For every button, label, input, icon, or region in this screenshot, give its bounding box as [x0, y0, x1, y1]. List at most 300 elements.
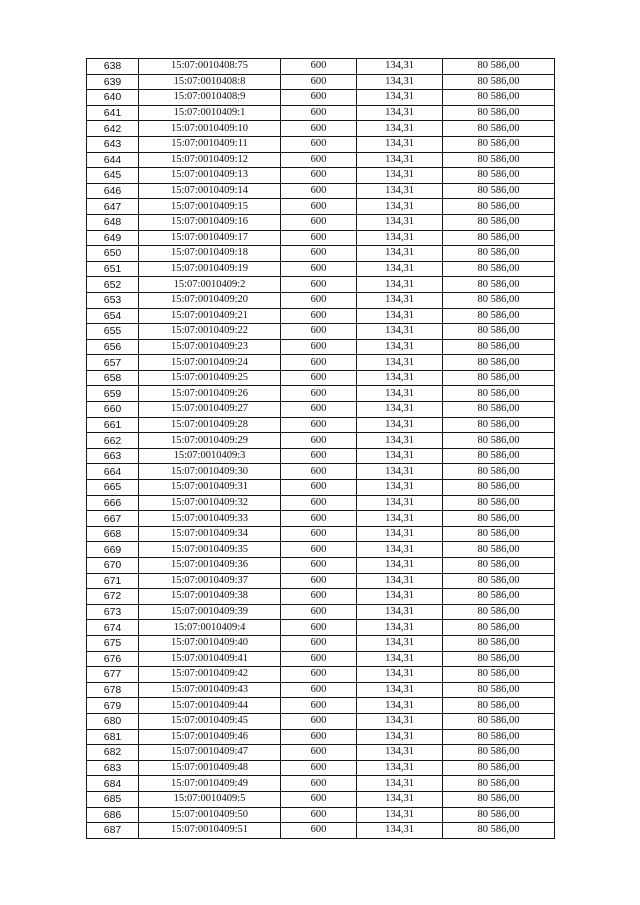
cadastral-number-cell: 15:07:0010409:1: [139, 105, 281, 121]
value-cell: 80 586,00: [443, 230, 555, 246]
rate-cell: 134,31: [357, 386, 443, 402]
cadastral-number-cell: 15:07:0010409:4: [139, 620, 281, 636]
row-number-cell: 658: [87, 370, 139, 386]
cadastral-number-cell: 15:07:0010409:2: [139, 277, 281, 293]
rate-cell: 134,31: [357, 277, 443, 293]
area-cell: 600: [281, 464, 357, 480]
cadastral-number-cell: 15:07:0010409:13: [139, 168, 281, 184]
cadastral-number-cell: 15:07:0010409:47: [139, 745, 281, 761]
area-cell: 600: [281, 651, 357, 667]
value-cell: 80 586,00: [443, 713, 555, 729]
cadastral-number-cell: 15:07:0010408:9: [139, 90, 281, 106]
cadastral-number-cell: 15:07:0010409:40: [139, 635, 281, 651]
rate-cell: 134,31: [357, 370, 443, 386]
cadastral-number-cell: 15:07:0010409:51: [139, 823, 281, 839]
area-cell: 600: [281, 261, 357, 277]
table-row: [87, 526, 555, 542]
value-cell: 80 586,00: [443, 136, 555, 152]
cadastral-number-cell: 15:07:0010409:14: [139, 183, 281, 199]
cadastral-number-cell: 15:07:0010409:44: [139, 698, 281, 714]
area-cell: 600: [281, 729, 357, 745]
area-cell: 600: [281, 495, 357, 511]
area-cell: 600: [281, 713, 357, 729]
table-row: [87, 682, 555, 698]
area-cell: 600: [281, 308, 357, 324]
value-cell: 80 586,00: [443, 292, 555, 308]
table-row: [87, 495, 555, 511]
row-number-cell: 677: [87, 667, 139, 683]
value-cell: 80 586,00: [443, 355, 555, 371]
cadastral-number-cell: 15:07:0010409:39: [139, 604, 281, 620]
cadastral-number-cell: 15:07:0010409:20: [139, 292, 281, 308]
row-number-cell: 663: [87, 448, 139, 464]
rate-cell: 134,31: [357, 807, 443, 823]
row-number-cell: 652: [87, 277, 139, 293]
table-row: [87, 667, 555, 683]
rate-cell: 134,31: [357, 495, 443, 511]
area-cell: 600: [281, 246, 357, 262]
value-cell: 80 586,00: [443, 464, 555, 480]
table-row: [87, 121, 555, 137]
area-cell: 600: [281, 776, 357, 792]
row-number-cell: 649: [87, 230, 139, 246]
area-cell: 600: [281, 402, 357, 418]
row-number-cell: 667: [87, 511, 139, 527]
rate-cell: 134,31: [357, 651, 443, 667]
row-number-cell: 638: [87, 59, 139, 75]
row-number-cell: 644: [87, 152, 139, 168]
row-number-cell: 657: [87, 355, 139, 371]
value-cell: 80 586,00: [443, 261, 555, 277]
cadastral-number-cell: 15:07:0010409:43: [139, 682, 281, 698]
rate-cell: 134,31: [357, 823, 443, 839]
cadastral-number-cell: 15:07:0010409:19: [139, 261, 281, 277]
row-number-cell: 650: [87, 246, 139, 262]
cadastral-number-cell: 15:07:0010409:12: [139, 152, 281, 168]
table-row: [87, 402, 555, 418]
row-number-cell: 640: [87, 90, 139, 106]
rate-cell: 134,31: [357, 433, 443, 449]
rate-cell: 134,31: [357, 230, 443, 246]
value-cell: 80 586,00: [443, 682, 555, 698]
cadastral-number-cell: 15:07:0010409:16: [139, 214, 281, 230]
row-number-cell: 661: [87, 417, 139, 433]
table-row: [87, 620, 555, 636]
row-number-cell: 653: [87, 292, 139, 308]
table-row: [87, 807, 555, 823]
value-cell: 80 586,00: [443, 105, 555, 121]
area-cell: 600: [281, 698, 357, 714]
area-cell: 600: [281, 292, 357, 308]
value-cell: 80 586,00: [443, 480, 555, 496]
value-cell: 80 586,00: [443, 698, 555, 714]
rate-cell: 134,31: [357, 168, 443, 184]
value-cell: 80 586,00: [443, 745, 555, 761]
value-cell: 80 586,00: [443, 760, 555, 776]
row-number-cell: 685: [87, 791, 139, 807]
table-row: [87, 698, 555, 714]
row-number-cell: 675: [87, 635, 139, 651]
cadastral-number-cell: 15:07:0010409:17: [139, 230, 281, 246]
area-cell: 600: [281, 589, 357, 605]
row-number-cell: 654: [87, 308, 139, 324]
value-cell: 80 586,00: [443, 402, 555, 418]
cadastral-number-cell: 15:07:0010409:11: [139, 136, 281, 152]
table-row: [87, 464, 555, 480]
cadastral-number-cell: 15:07:0010409:24: [139, 355, 281, 371]
value-cell: 80 586,00: [443, 386, 555, 402]
rate-cell: 134,31: [357, 791, 443, 807]
rate-cell: 134,31: [357, 308, 443, 324]
table-row: [87, 823, 555, 839]
cadastral-number-cell: 15:07:0010409:34: [139, 526, 281, 542]
value-cell: 80 586,00: [443, 589, 555, 605]
parcel-table-body: [87, 59, 555, 839]
cadastral-number-cell: 15:07:0010408:75: [139, 59, 281, 75]
cadastral-number-cell: 15:07:0010409:48: [139, 760, 281, 776]
cadastral-number-cell: 15:07:0010409:15: [139, 199, 281, 215]
row-number-cell: 662: [87, 433, 139, 449]
row-number-cell: 687: [87, 823, 139, 839]
rate-cell: 134,31: [357, 604, 443, 620]
cadastral-number-cell: 15:07:0010409:18: [139, 246, 281, 262]
row-number-cell: 682: [87, 745, 139, 761]
table-row: [87, 776, 555, 792]
rate-cell: 134,31: [357, 121, 443, 137]
table-row: [87, 277, 555, 293]
value-cell: 80 586,00: [443, 246, 555, 262]
row-number-cell: 680: [87, 713, 139, 729]
row-number-cell: 678: [87, 682, 139, 698]
value-cell: 80 586,00: [443, 573, 555, 589]
table-row: [87, 59, 555, 75]
area-cell: 600: [281, 199, 357, 215]
value-cell: 80 586,00: [443, 308, 555, 324]
cadastral-number-cell: 15:07:0010409:25: [139, 370, 281, 386]
row-number-cell: 656: [87, 339, 139, 355]
rate-cell: 134,31: [357, 105, 443, 121]
row-number-cell: 672: [87, 589, 139, 605]
value-cell: 80 586,00: [443, 729, 555, 745]
row-number-cell: 666: [87, 495, 139, 511]
rate-cell: 134,31: [357, 246, 443, 262]
area-cell: 600: [281, 230, 357, 246]
cadastral-number-cell: 15:07:0010409:29: [139, 433, 281, 449]
value-cell: 80 586,00: [443, 433, 555, 449]
value-cell: 80 586,00: [443, 526, 555, 542]
table-row: [87, 355, 555, 371]
rate-cell: 134,31: [357, 776, 443, 792]
rate-cell: 134,31: [357, 292, 443, 308]
area-cell: 600: [281, 339, 357, 355]
cadastral-number-cell: 15:07:0010409:21: [139, 308, 281, 324]
value-cell: 80 586,00: [443, 370, 555, 386]
table-row: [87, 713, 555, 729]
row-number-cell: 668: [87, 526, 139, 542]
value-cell: 80 586,00: [443, 324, 555, 340]
value-cell: 80 586,00: [443, 620, 555, 636]
cadastral-number-cell: 15:07:0010409:32: [139, 495, 281, 511]
rate-cell: 134,31: [357, 589, 443, 605]
cadastral-number-cell: 15:07:0010409:27: [139, 402, 281, 418]
row-number-cell: 648: [87, 214, 139, 230]
area-cell: 600: [281, 74, 357, 90]
row-number-cell: 659: [87, 386, 139, 402]
table-row: [87, 651, 555, 667]
rate-cell: 134,31: [357, 464, 443, 480]
rate-cell: 134,31: [357, 698, 443, 714]
row-number-cell: 647: [87, 199, 139, 215]
rate-cell: 134,31: [357, 183, 443, 199]
area-cell: 600: [281, 542, 357, 558]
row-number-cell: 641: [87, 105, 139, 121]
area-cell: 600: [281, 823, 357, 839]
row-number-cell: 643: [87, 136, 139, 152]
row-number-cell: 639: [87, 74, 139, 90]
table-row: [87, 558, 555, 574]
table-row: [87, 635, 555, 651]
cadastral-number-cell: 15:07:0010409:3: [139, 448, 281, 464]
area-cell: 600: [281, 791, 357, 807]
table-row: [87, 199, 555, 215]
cadastral-number-cell: 15:07:0010409:31: [139, 480, 281, 496]
row-number-cell: 671: [87, 573, 139, 589]
table-row: [87, 183, 555, 199]
rate-cell: 134,31: [357, 324, 443, 340]
row-number-cell: 674: [87, 620, 139, 636]
rate-cell: 134,31: [357, 745, 443, 761]
cadastral-number-cell: 15:07:0010409:46: [139, 729, 281, 745]
rate-cell: 134,31: [357, 448, 443, 464]
row-number-cell: 669: [87, 542, 139, 558]
area-cell: 600: [281, 370, 357, 386]
area-cell: 600: [281, 277, 357, 293]
value-cell: 80 586,00: [443, 542, 555, 558]
rate-cell: 134,31: [357, 261, 443, 277]
table-row: [87, 90, 555, 106]
rate-cell: 134,31: [357, 511, 443, 527]
rate-cell: 134,31: [357, 214, 443, 230]
row-number-cell: 686: [87, 807, 139, 823]
value-cell: 80 586,00: [443, 776, 555, 792]
row-number-cell: 664: [87, 464, 139, 480]
area-cell: 600: [281, 183, 357, 199]
row-number-cell: 684: [87, 776, 139, 792]
table-row: [87, 136, 555, 152]
row-number-cell: 651: [87, 261, 139, 277]
area-cell: 600: [281, 152, 357, 168]
value-cell: 80 586,00: [443, 604, 555, 620]
rate-cell: 134,31: [357, 729, 443, 745]
row-number-cell: 681: [87, 729, 139, 745]
rate-cell: 134,31: [357, 74, 443, 90]
rate-cell: 134,31: [357, 152, 443, 168]
area-cell: 600: [281, 604, 357, 620]
value-cell: 80 586,00: [443, 199, 555, 215]
rate-cell: 134,31: [357, 542, 443, 558]
table-row: [87, 261, 555, 277]
row-number-cell: 642: [87, 121, 139, 137]
area-cell: 600: [281, 620, 357, 636]
row-number-cell: 655: [87, 324, 139, 340]
table-row: [87, 246, 555, 262]
table-row: [87, 292, 555, 308]
area-cell: 600: [281, 635, 357, 651]
area-cell: 600: [281, 105, 357, 121]
table-row: [87, 791, 555, 807]
rate-cell: 134,31: [357, 339, 443, 355]
table-row: [87, 339, 555, 355]
table-row: [87, 511, 555, 527]
table-row: [87, 480, 555, 496]
area-cell: 600: [281, 136, 357, 152]
value-cell: 80 586,00: [443, 558, 555, 574]
table-row: [87, 589, 555, 605]
row-number-cell: 683: [87, 760, 139, 776]
row-number-cell: 665: [87, 480, 139, 496]
table-row: [87, 105, 555, 121]
rate-cell: 134,31: [357, 620, 443, 636]
value-cell: 80 586,00: [443, 511, 555, 527]
area-cell: 600: [281, 324, 357, 340]
table-row: [87, 152, 555, 168]
table-row: [87, 745, 555, 761]
rate-cell: 134,31: [357, 417, 443, 433]
table-row: [87, 542, 555, 558]
table-row: [87, 386, 555, 402]
rate-cell: 134,31: [357, 573, 443, 589]
cadastral-number-cell: 15:07:0010409:10: [139, 121, 281, 137]
table-row: [87, 214, 555, 230]
value-cell: 80 586,00: [443, 59, 555, 75]
rate-cell: 134,31: [357, 635, 443, 651]
table-row: [87, 417, 555, 433]
area-cell: 600: [281, 90, 357, 106]
rate-cell: 134,31: [357, 713, 443, 729]
row-number-cell: 646: [87, 183, 139, 199]
value-cell: 80 586,00: [443, 807, 555, 823]
value-cell: 80 586,00: [443, 121, 555, 137]
value-cell: 80 586,00: [443, 214, 555, 230]
row-number-cell: 645: [87, 168, 139, 184]
rate-cell: 134,31: [357, 136, 443, 152]
rate-cell: 134,31: [357, 480, 443, 496]
area-cell: 600: [281, 214, 357, 230]
table-row: [87, 604, 555, 620]
cadastral-number-cell: 15:07:0010409:37: [139, 573, 281, 589]
cadastral-number-cell: 15:07:0010409:28: [139, 417, 281, 433]
value-cell: 80 586,00: [443, 417, 555, 433]
row-number-cell: 673: [87, 604, 139, 620]
table-row: [87, 370, 555, 386]
table-row: [87, 729, 555, 745]
table-row: [87, 433, 555, 449]
area-cell: 600: [281, 760, 357, 776]
table-row: [87, 760, 555, 776]
row-number-cell: 676: [87, 651, 139, 667]
table-row: [87, 573, 555, 589]
cadastral-number-cell: 15:07:0010409:22: [139, 324, 281, 340]
rate-cell: 134,31: [357, 526, 443, 542]
row-number-cell: 679: [87, 698, 139, 714]
area-cell: 600: [281, 558, 357, 574]
value-cell: 80 586,00: [443, 635, 555, 651]
value-cell: 80 586,00: [443, 667, 555, 683]
rate-cell: 134,31: [357, 199, 443, 215]
value-cell: 80 586,00: [443, 448, 555, 464]
cadastral-number-cell: 15:07:0010409:30: [139, 464, 281, 480]
cadastral-number-cell: 15:07:0010409:33: [139, 511, 281, 527]
area-cell: 600: [281, 448, 357, 464]
rate-cell: 134,31: [357, 402, 443, 418]
value-cell: 80 586,00: [443, 90, 555, 106]
cadastral-number-cell: 15:07:0010409:23: [139, 339, 281, 355]
row-number-cell: 660: [87, 402, 139, 418]
value-cell: 80 586,00: [443, 339, 555, 355]
rate-cell: 134,31: [357, 59, 443, 75]
rate-cell: 134,31: [357, 558, 443, 574]
cadastral-number-cell: 15:07:0010409:50: [139, 807, 281, 823]
cadastral-number-cell: 15:07:0010409:45: [139, 713, 281, 729]
table-row: [87, 168, 555, 184]
cadastral-number-cell: 15:07:0010409:26: [139, 386, 281, 402]
value-cell: 80 586,00: [443, 74, 555, 90]
rate-cell: 134,31: [357, 90, 443, 106]
area-cell: 600: [281, 667, 357, 683]
table-row: [87, 230, 555, 246]
area-cell: 600: [281, 121, 357, 137]
value-cell: 80 586,00: [443, 152, 555, 168]
cadastral-number-cell: 15:07:0010409:35: [139, 542, 281, 558]
cadastral-number-cell: 15:07:0010409:38: [139, 589, 281, 605]
area-cell: 600: [281, 480, 357, 496]
area-cell: 600: [281, 386, 357, 402]
cadastral-number-cell: 15:07:0010409:36: [139, 558, 281, 574]
value-cell: 80 586,00: [443, 651, 555, 667]
area-cell: 600: [281, 168, 357, 184]
cadastral-number-cell: 15:07:0010409:5: [139, 791, 281, 807]
area-cell: 600: [281, 745, 357, 761]
value-cell: 80 586,00: [443, 791, 555, 807]
value-cell: 80 586,00: [443, 277, 555, 293]
table-row: [87, 448, 555, 464]
table-row: [87, 74, 555, 90]
area-cell: 600: [281, 682, 357, 698]
value-cell: 80 586,00: [443, 183, 555, 199]
rate-cell: 134,31: [357, 682, 443, 698]
cadastral-number-cell: 15:07:0010409:49: [139, 776, 281, 792]
row-number-cell: 670: [87, 558, 139, 574]
table-row: [87, 308, 555, 324]
area-cell: 600: [281, 573, 357, 589]
area-cell: 600: [281, 59, 357, 75]
area-cell: 600: [281, 526, 357, 542]
cadastral-number-cell: 15:07:0010408:8: [139, 74, 281, 90]
area-cell: 600: [281, 417, 357, 433]
parcel-table: [86, 58, 555, 839]
cadastral-number-cell: 15:07:0010409:41: [139, 651, 281, 667]
value-cell: 80 586,00: [443, 168, 555, 184]
rate-cell: 134,31: [357, 667, 443, 683]
cadastral-number-cell: 15:07:0010409:42: [139, 667, 281, 683]
rate-cell: 134,31: [357, 355, 443, 371]
area-cell: 600: [281, 511, 357, 527]
area-cell: 600: [281, 807, 357, 823]
value-cell: 80 586,00: [443, 823, 555, 839]
area-cell: 600: [281, 433, 357, 449]
rate-cell: 134,31: [357, 760, 443, 776]
table-row: [87, 324, 555, 340]
